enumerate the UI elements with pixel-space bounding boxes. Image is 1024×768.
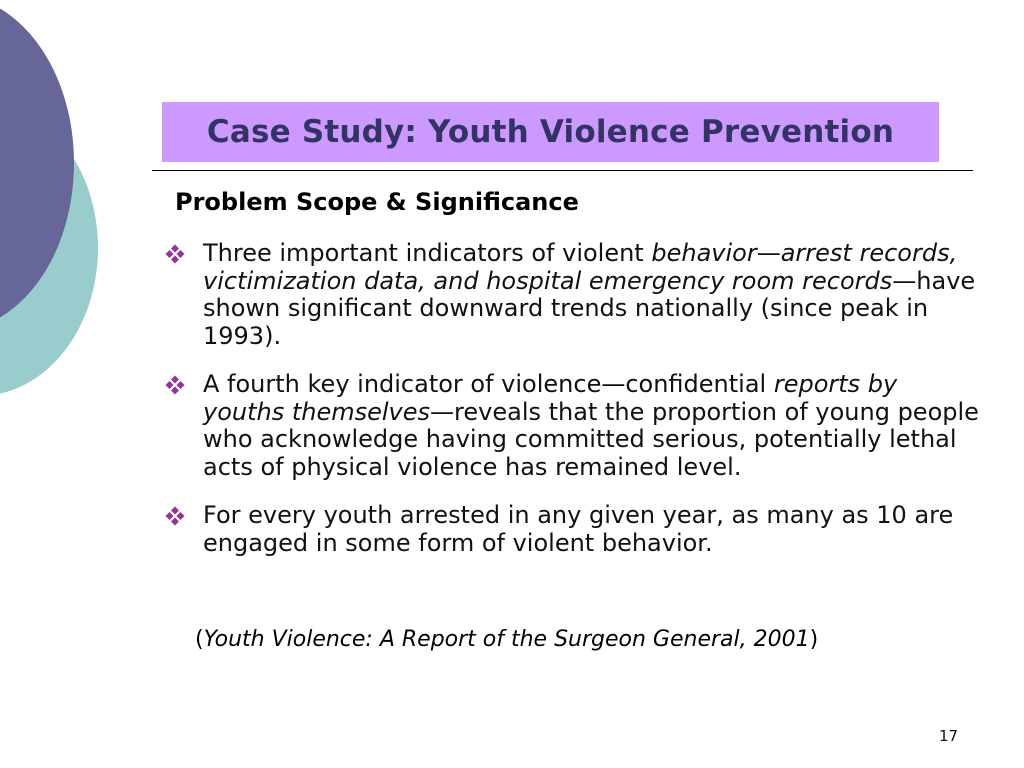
citation-source: Youth Violence: A Report of the Surgeon General, 2001 [203,627,810,652]
title-divider [152,170,973,171]
bullet-text [203,370,979,481]
bullet-text-segment: Three important indicators of violent [203,239,652,267]
bullet-text-segment: — [756,239,781,267]
bullet-list [162,240,982,578]
bullet-text [203,239,975,350]
bullet-item [162,502,982,557]
diamond-dots-icon [165,244,185,264]
bullet-item [162,371,982,481]
citation-open-paren: ( [195,627,204,652]
slide-subtitle: Problem Scope & Significance [175,188,579,216]
bullet-text [203,501,953,557]
bullet-text-italic: arrest records, victimization data, and hospital emergency room records [203,239,958,295]
bullet-text-italic: behavior [651,239,757,267]
slide-title: Case Study: Youth Violence Prevention [206,114,895,150]
bullet-text-italic: reports by youths themselves [203,370,898,426]
page-number: 17 [939,727,959,745]
bullet-text-segment: For every youth arrested in any given year, as many as 10 are engaged in some form of violent behavior. [203,501,954,557]
diamond-dots-icon [165,506,185,526]
citation-close-paren: ) [809,627,819,652]
citation [195,627,818,652]
diamond-dots-icon [165,375,185,395]
bullet-item [162,240,982,350]
bullet-text-segment: —have shown significant downward trends nationally (since peak in 1993). [203,266,976,350]
bullet-text-segment: A fourth key indicator of violence—confidential [203,370,774,398]
title-banner [162,102,939,162]
bullet-text-segment: —reveals that the proportion of young people who acknowledge having committed serious, potentially lethal acts of physical violence has remained level. [203,397,979,481]
